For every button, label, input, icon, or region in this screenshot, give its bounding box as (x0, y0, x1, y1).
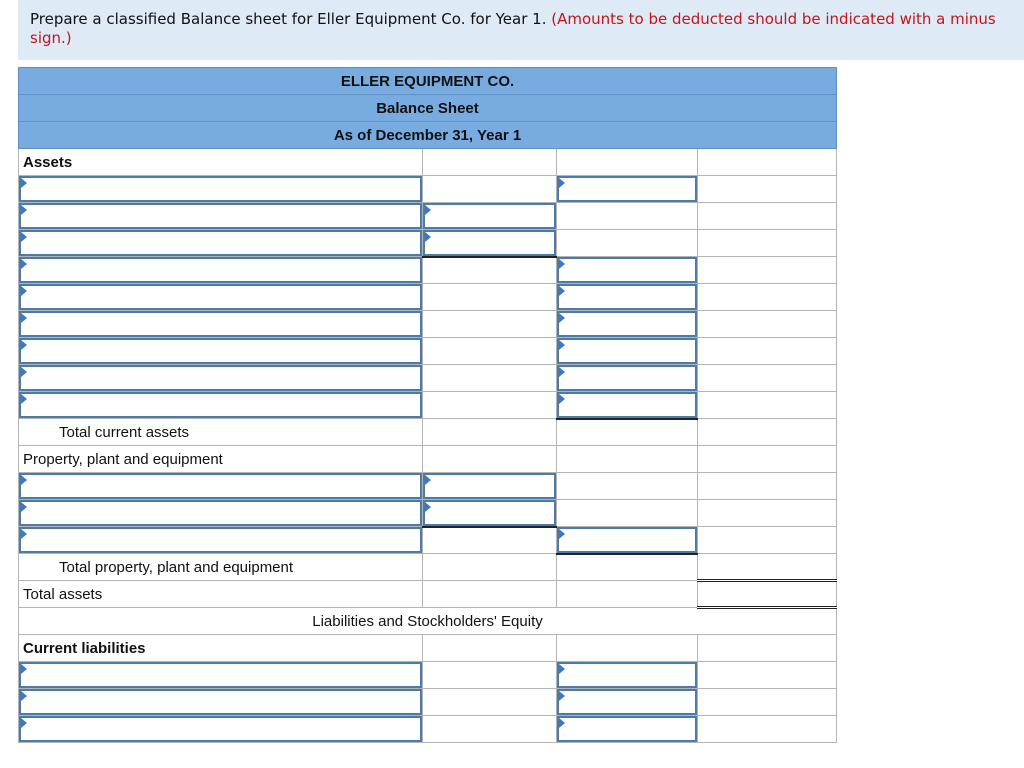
current-liability-row (19, 716, 837, 743)
amount-input[interactable] (557, 365, 697, 391)
amount-input[interactable] (557, 176, 697, 202)
current-asset-row (19, 257, 837, 284)
ppe-row (19, 527, 837, 554)
dropdown-arrow-icon (559, 367, 565, 377)
account-dropdown[interactable] (19, 257, 422, 283)
dropdown-arrow-icon (21, 313, 27, 323)
dropdown-arrow-icon (21, 691, 27, 701)
amount-input[interactable] (557, 716, 697, 742)
ppe-row (19, 473, 837, 500)
total-assets-label: Total assets (19, 581, 423, 608)
dropdown-arrow-icon (425, 502, 431, 512)
total-current-assets-label: Total current assets (19, 419, 423, 446)
dropdown-arrow-icon (21, 340, 27, 350)
dropdown-arrow-icon (559, 691, 565, 701)
amount-input[interactable] (557, 689, 697, 715)
account-dropdown[interactable] (19, 473, 422, 499)
dropdown-arrow-icon (21, 178, 27, 188)
account-dropdown[interactable] (19, 500, 422, 526)
instructions-box (18, 0, 1024, 60)
account-dropdown[interactable] (19, 527, 422, 553)
total-ppe-label: Total property, plant and equipment (19, 554, 423, 581)
dropdown-arrow-icon (559, 313, 565, 323)
instructions-note: (Amounts to be deducted should be indicated with a minus sign.) (30, 10, 996, 47)
dropdown-arrow-icon (559, 178, 565, 188)
amount-input[interactable] (557, 392, 697, 418)
account-dropdown[interactable] (19, 716, 422, 742)
dropdown-arrow-icon (559, 394, 565, 404)
dropdown-arrow-icon (21, 502, 27, 512)
current-asset-row (19, 284, 837, 311)
amount-input[interactable] (557, 257, 697, 283)
account-dropdown[interactable] (19, 365, 422, 391)
current-asset-row (19, 392, 837, 419)
dropdown-arrow-icon (21, 232, 27, 242)
amount-input[interactable] (423, 473, 556, 499)
amount-input[interactable] (557, 338, 697, 364)
amount-input[interactable] (423, 203, 556, 229)
liab-equity-heading: Liabilities and Stockholders' Equity (19, 608, 837, 635)
amount-input[interactable] (557, 284, 697, 310)
amount-input[interactable] (557, 311, 697, 337)
dropdown-arrow-icon (21, 259, 27, 269)
amount-input[interactable] (423, 500, 556, 526)
dropdown-arrow-icon (559, 718, 565, 728)
current-liability-row (19, 662, 837, 689)
current-asset-row (19, 338, 837, 365)
statement-title: Balance Sheet (19, 95, 837, 122)
dropdown-arrow-icon (21, 475, 27, 485)
current-asset-row (19, 203, 837, 230)
dropdown-arrow-icon (425, 232, 431, 242)
account-dropdown[interactable] (19, 284, 422, 310)
statement-date: As of December 31, Year 1 (19, 122, 837, 149)
account-dropdown[interactable] (19, 689, 422, 715)
current-asset-row (19, 230, 837, 257)
dropdown-arrow-icon (21, 367, 27, 377)
current-asset-row (19, 365, 837, 392)
current-asset-row (19, 311, 837, 338)
dropdown-arrow-icon (21, 286, 27, 296)
dropdown-arrow-icon (21, 205, 27, 215)
dropdown-arrow-icon (559, 259, 565, 269)
current-liabilities-heading: Current liabilities (19, 635, 423, 662)
dropdown-arrow-icon (425, 475, 431, 485)
balance-sheet-table (18, 67, 837, 743)
ppe-heading: Property, plant and equipment (19, 446, 423, 473)
dropdown-arrow-icon (559, 340, 565, 350)
amount-input[interactable] (423, 230, 556, 256)
dropdown-arrow-icon (21, 664, 27, 674)
account-dropdown[interactable] (19, 662, 422, 688)
dropdown-arrow-icon (425, 205, 431, 215)
account-dropdown[interactable] (19, 203, 422, 229)
dropdown-arrow-icon (21, 718, 27, 728)
account-dropdown[interactable] (19, 392, 422, 418)
current-liability-row (19, 689, 837, 716)
account-dropdown[interactable] (19, 176, 422, 202)
dropdown-arrow-icon (559, 529, 565, 539)
account-dropdown[interactable] (19, 311, 422, 337)
dropdown-arrow-icon (21, 529, 27, 539)
account-dropdown[interactable] (19, 338, 422, 364)
ppe-row (19, 500, 837, 527)
dropdown-arrow-icon (21, 394, 27, 404)
amount-input[interactable] (557, 527, 697, 553)
company-name: ELLER EQUIPMENT CO. (19, 68, 837, 95)
account-dropdown[interactable] (19, 230, 422, 256)
dropdown-arrow-icon (559, 664, 565, 674)
assets-heading: Assets (19, 149, 423, 176)
dropdown-arrow-icon (559, 286, 565, 296)
current-asset-row (19, 176, 837, 203)
instructions-text: Prepare a classified Balance sheet for Eller Equipment Co. for Year 1. (30, 10, 547, 28)
amount-input[interactable] (557, 662, 697, 688)
total-assets-cell (698, 581, 837, 608)
